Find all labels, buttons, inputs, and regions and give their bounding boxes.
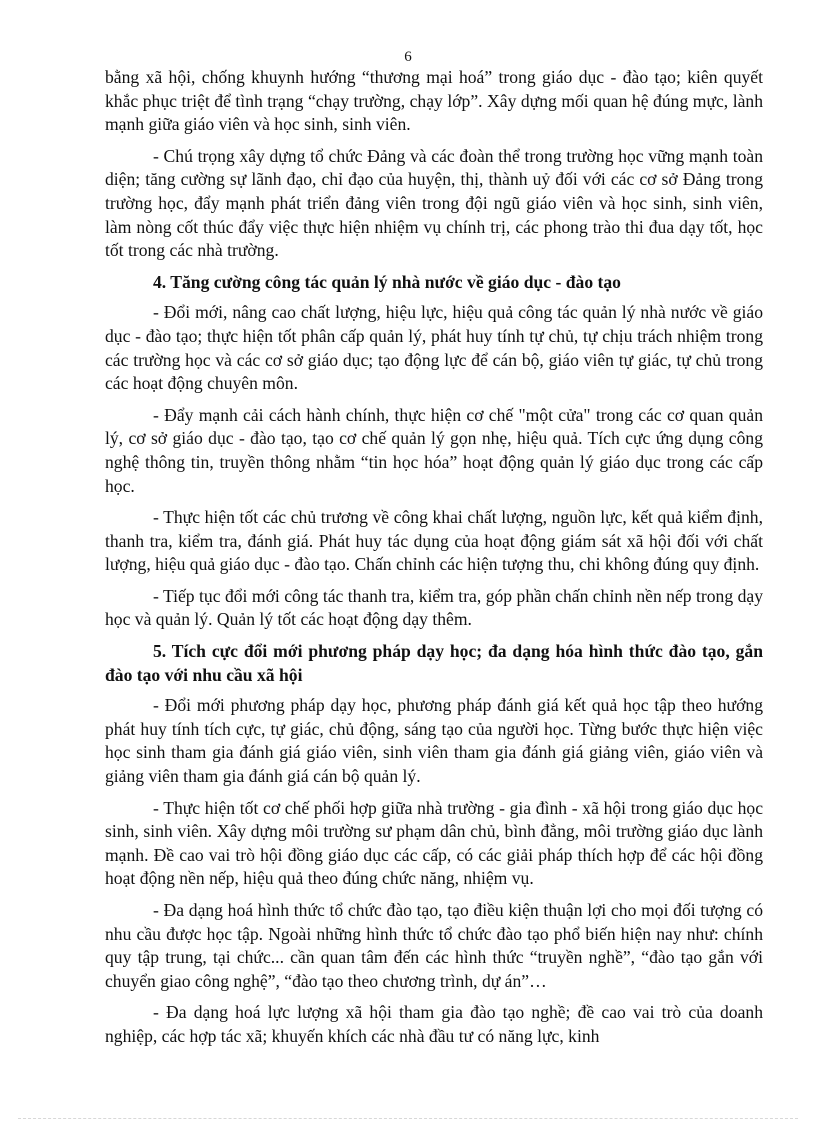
paragraph-public-disclosure: - Thực hiện tốt các chủ trương về công khai chất lượng, nguồn lực, kết quả kiểm định, thanh tra, kiểm tra, đánh giá. Phát huy tác dụng của hoạt động giám sát xã hội đối với chất lượng, hiệu quả giáo dục - đào tạo. Chấn chỉnh các hiện tượng thu, chi không đúng quy định. [105,507,763,575]
paragraph-training-forms: - Đa dạng hoá hình thức tổ chức đào tạo, tạo điều kiện thuận lợi cho mọi đối tượng có nhu cầu được học tập. Ngoài những hình thức tổ chức đào tạo phổ biến hiện nay như: chính quy tập trung, tại chức... cần quan tâm đến các hình thức “truyền nghề”, “đào tạo gắn với chuyển giao công nghệ”, “đào tạo theo chương trình, dự án”… [105,900,763,991]
paragraph-administrative-reform: - Đẩy mạnh cải cách hành chính, thực hiện cơ chế "một cửa" trong các cơ quan quản lý, cơ sở giáo dục - đào tạo, tạo cơ chế quản lý gọn nhẹ, hiệu quả. Tích cực ứng dụng công nghệ thông tin, truyền thông nhằm “tin học hóa” hoạt động quản lý giáo dục trong các cấp học. [105,404,763,496]
page-bottom-divider [18,1118,798,1119]
section-heading-4: 4. Tăng cường công tác quản lý nhà nước về giáo dục - đào tạo [153,271,621,292]
paragraph-teaching-methods: - Đổi mới phương pháp dạy học, phương pháp đánh giá kết quả học tập theo hướng phát huy tính tích cực, tự giác, chủ động, sáng tạo của người học. Từng bước thực hiện việc học sinh tham gia đánh giá giáo viên, sinh viên tham gia đánh giá giảng viên, giáo viên và giảng viên tham gia đánh giá cán bộ quản lý. [105,695,763,787]
paragraph-inspection: - Tiếp tục đổi mới công tác thanh tra, kiểm tra, góp phần chấn chỉnh nền nếp trong dạy học và quản lý. Quản lý tốt các hoạt động dạy thêm. [105,585,763,630]
paragraph-party-organization: - Chú trọng xây dựng tổ chức Đảng và các đoàn thể trong trường học vững mạnh toàn diện; tăng cường sự lãnh đạo, chỉ đạo của huyện, thị, thành uỷ đối với các cơ sở Đảng trong trường học, đẩy mạnh phát triển đảng viên trong đội ngũ giáo viên và học sinh, sinh viên, làm nòng cốt thúc đẩy việc thực hiện nhiệm vụ chính trị, các phong trào thi đua dạy tốt, học tốt trong các nhà trường. [105,145,763,261]
paragraph-school-family-society: - Thực hiện tốt cơ chế phối hợp giữa nhà trường - gia đình - xã hội trong giáo dục học sinh, sinh viên. Xây dựng môi trường sư phạm dân chủ, bình đẳng, môi trường giáo dục lành mạnh. Đề cao vai trò hội đồng giáo dục các cấp, có các giải pháp thích hợp để các hội đồng hoạt động nền nếp, hiệu quả theo đúng chức năng, nhiệm vụ. [105,797,763,889]
section-heading-5: 5. Tích cực đổi mới phương pháp dạy học; đa dạng hóa hình thức đào tạo, gắn đào tạo với nhu cầu xã hội [105,641,763,685]
paragraph-continuation: bằng xã hội, chống khuynh hướng “thương mại hoá” trong giáo dục - đào tạo; kiên quyết khắc phục triệt để tình trạng “chạy trường, chạy lớp”. Xây dựng mối quan hệ đúng mực, lành mạnh giữa giáo viên và học sinh, sinh viên. [105,67,763,135]
page-number: 6 [404,49,412,65]
document-body [105,66,763,1057]
paragraph-vocational-training: - Đa dạng hoá lực lượng xã hội tham gia đào tạo nghề; đề cao vai trò của doanh nghiệp, các hợp tác xã; khuyến khích các nhà đầu tư có năng lực, kinh [105,1002,763,1046]
paragraph-management-innovation: - Đổi mới, nâng cao chất lượng, hiệu lực, hiệu quả công tác quản lý nhà nước về giáo dục - đào tạo; thực hiện tốt phân cấp quản lý, phát huy tính tự chủ, tự chịu trách nhiệm trong các trường học và các cơ sở giáo dục; tạo động lực để cán bộ, giáo viên tự giác, tự chủ trong các hoạt động chuyên môn. [105,302,763,394]
